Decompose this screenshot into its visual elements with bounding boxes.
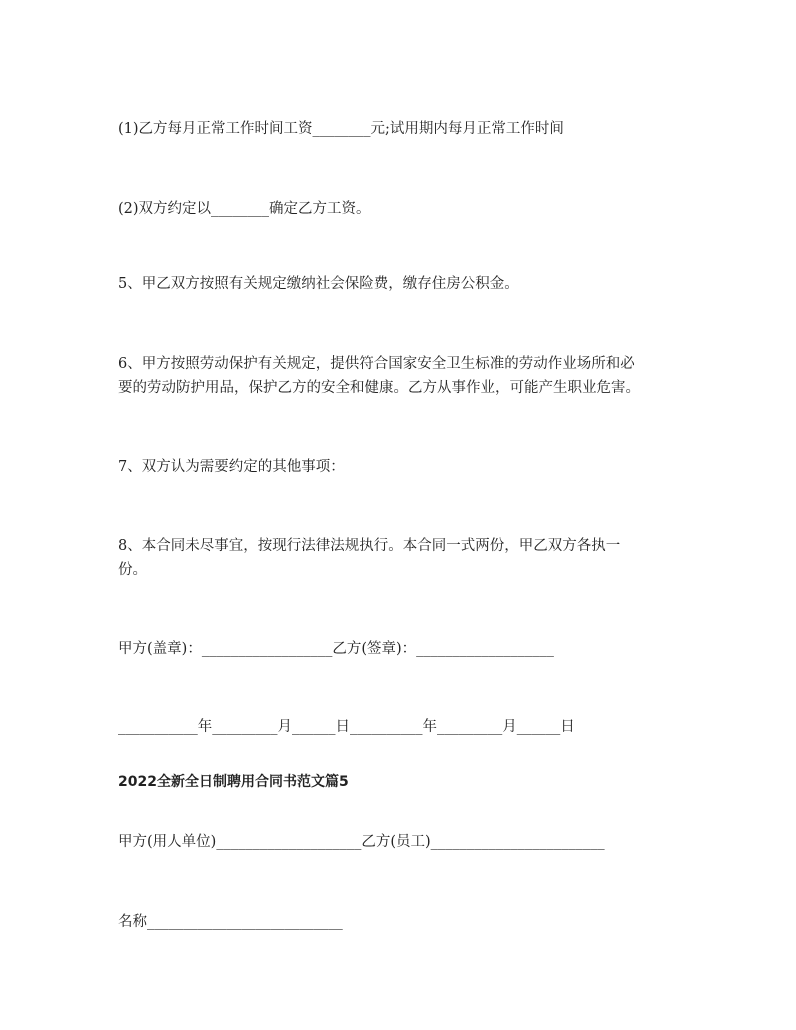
labor-protection-clause-line-2: 要的劳动防护用品，保护乙方的安全和健康。乙方从事作业，可能产生职业危害。 xyxy=(118,380,640,396)
other-matters-clause: 7、双方认为需要约定的其他事项： xyxy=(118,459,345,475)
section-title: 2022全新全日制聘用合同书范文篇5 xyxy=(118,774,349,790)
parties-line: 甲方(用人单位)____________________乙方(员工)________________________ xyxy=(118,834,605,850)
date-line: ___________年_________月______日__________年_________月______日 xyxy=(118,719,575,735)
wage-basis-clause: (2)双方约定以________确定乙方工资。 xyxy=(118,201,371,217)
legal-matters-clause-line-2: 份。 xyxy=(118,562,147,578)
signature-line: 甲方(盖章)：__________________乙方(签章)：___________________ xyxy=(118,641,554,657)
social-insurance-clause: 5、甲乙双方按照有关规定缴纳社会保险费，缴存住房公积金。 xyxy=(118,276,519,292)
legal-matters-clause-line-1: 8、本合同未尽事宜，按现行法律法规执行。本合同一式两份，甲乙双方各执一 xyxy=(118,538,621,554)
labor-protection-clause-line-1: 6、甲方按照劳动保护有关规定，提供符合国家安全卫生标准的劳动作业场所和必 xyxy=(118,356,635,372)
name-field-line: 名称___________________________ xyxy=(118,914,343,930)
wage-clause: (1)乙方每月正常工作时间工资________元;试用期内每月正常工作时间 xyxy=(118,121,564,137)
